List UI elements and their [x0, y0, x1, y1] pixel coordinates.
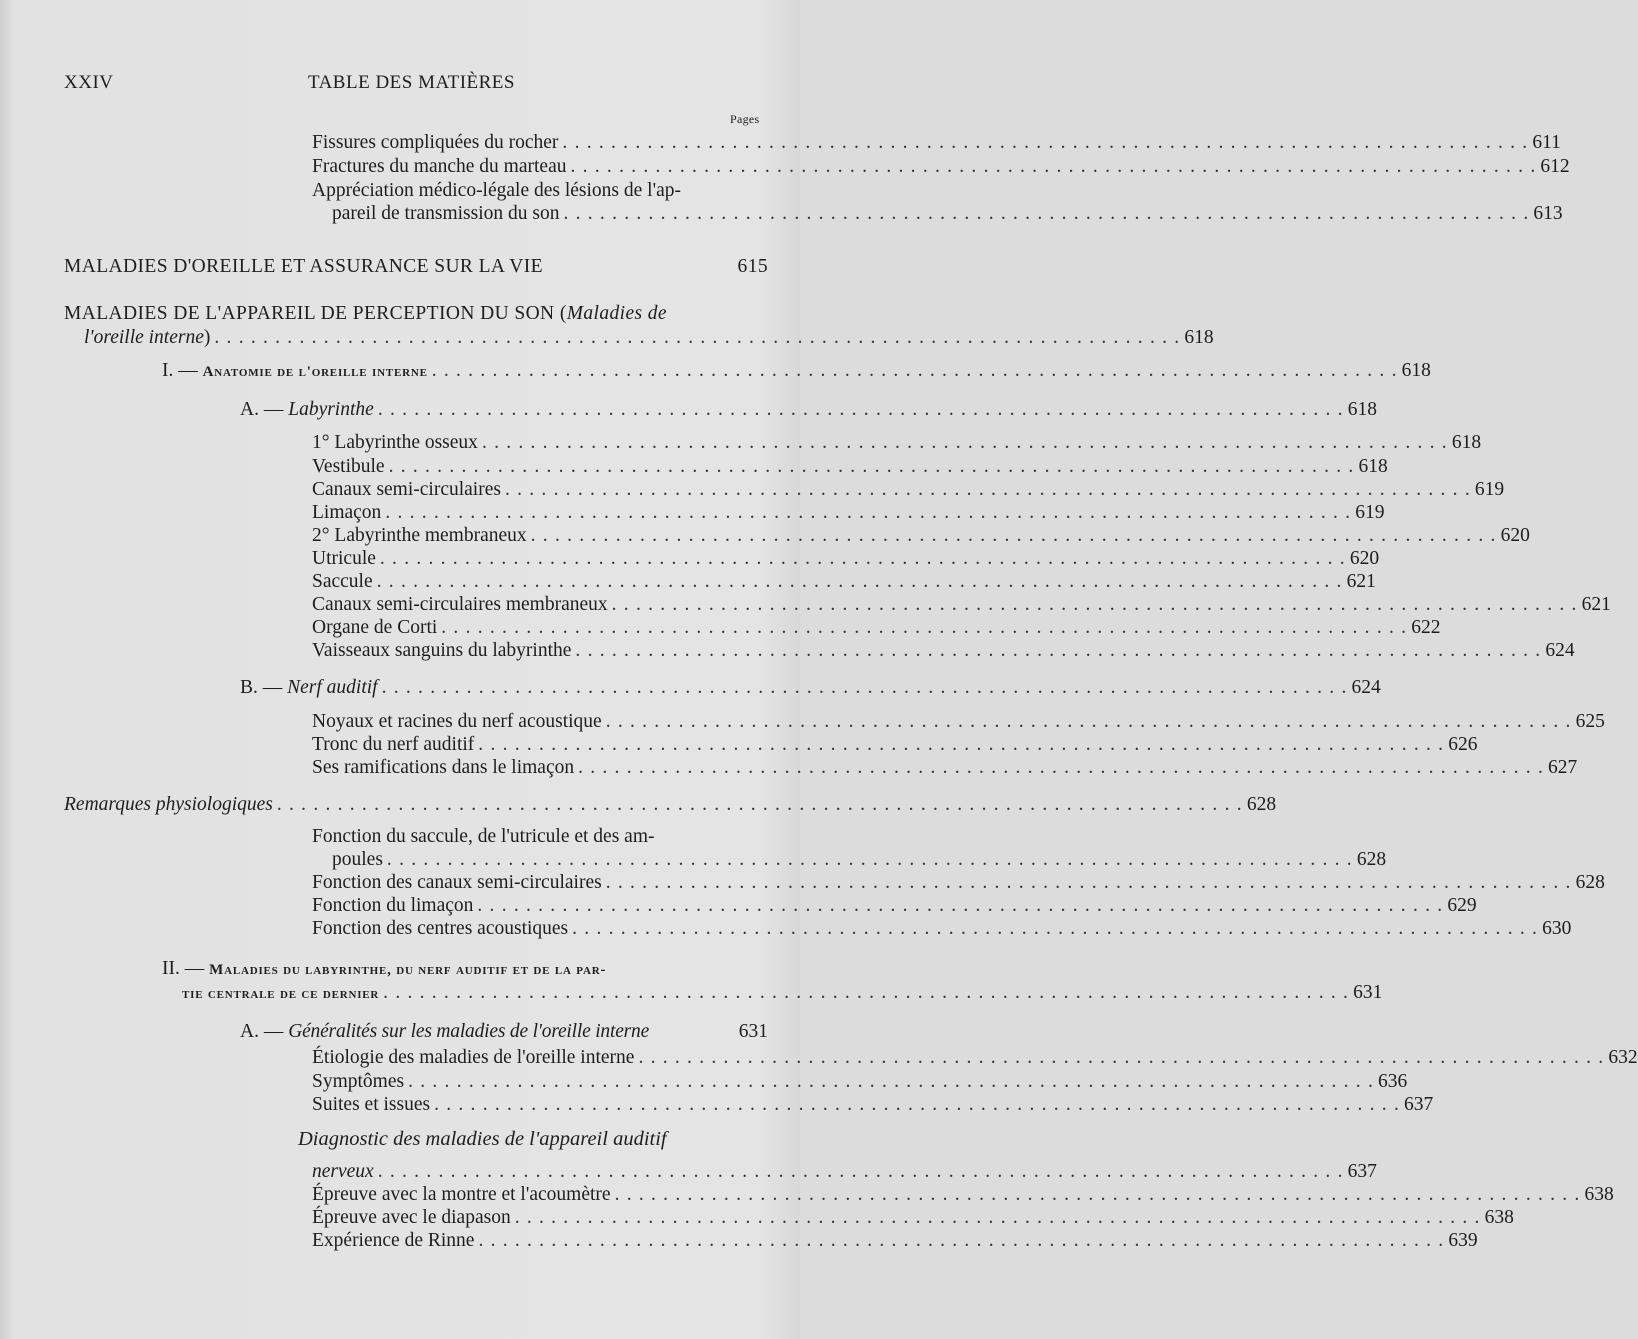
leader-dots: . . . . . . . . . . . . . . . . . . . . . . . . . . . . . . . . . . . . . . . . . . . . . . . . . . . . . . . . . . . . . . . . . . . . . . . . . . . . . . . .: [530, 525, 1497, 546]
toc-entry-page: 637: [1404, 1094, 1434, 1115]
leader-dots: . . . . . . . . . . . . . . . . . . . . . . . . . . . . . . . . . . . . . . . . . . . . . . . . . . . . . . . . . . . . . . . . . . . . . . . . . . . . . . . .: [563, 203, 1530, 224]
toc-entry: [312, 593, 1611, 616]
leader-dots: . . . . . . . . . . . . . . . . . . . . . . . . . . . . . . . . . . . . . . . . . . . . . . . . . . . . . . . . . . . . . . . . . . . . . . . . . . . . . . . .: [276, 794, 1243, 815]
toc-entry: [332, 202, 1563, 225]
leader-dots: . . . . . . . . . . . . . . . . . . . . . . . . . . . . . . . . . . . . . . . . . . . . . . . . . . . . . . . . . . . . . . . . . . . . . . . . . . . . . . . .: [381, 677, 1348, 698]
toc-subsection-title: [240, 398, 374, 421]
toc-entry: [312, 431, 1482, 454]
leader-dots: . . . . . . . . . . . . . . . . . . . . . . . . . . . . . . . . . . . . . . . . . . . . . . . . . . . . . . . . . . . . . . . . . . . . . . . . . . . . . . . .: [434, 1094, 1401, 1115]
leader-dots: . . . . . . . . . . . . . . . . . . . . . . . . . . . . . . . . . . . . . . . . . . . . . . . . . . . . . . . . . . . . . . . . . . . . . . . . . . . . . . . .: [478, 734, 1445, 755]
toc-entry: [312, 917, 1572, 940]
toc-entry: [312, 524, 1530, 547]
toc-entry-title: Symptômes: [312, 1071, 405, 1092]
leader-dots: . . . . . . . . . . . . . . . . . . . . . . . . . . . . . . . . . . . . . . . . . . . . . . . . . . . . . . . . . . . . . . . . . . . . . . . . . . . . . . . .: [614, 1184, 1581, 1205]
toc-entry: [312, 501, 1385, 524]
toc-entry-title: poules: [332, 849, 383, 870]
toc-chapter: [64, 255, 768, 278]
toc-entry: [312, 1229, 1478, 1252]
toc-subsection-title: [240, 1020, 649, 1043]
toc-subsection-page: 624: [1351, 677, 1381, 698]
toc-section-page: 618: [1401, 360, 1431, 381]
toc-heading-entry: [64, 793, 1277, 816]
toc-entry-page: 618: [1358, 456, 1388, 477]
leader-dots: . . . . . . . . . . . . . . . . . . . . . . . . . . . . . . . . . . . . . . . . . . . . . . . . . . . . . . . . . . . . . . . . . . . . . . . . . . . . . . . .: [504, 479, 1471, 500]
toc-heading-page: 628: [1246, 794, 1277, 815]
toc-heading-title: nerveux: [312, 1161, 374, 1182]
toc-entry-title: Canaux semi-circulaires membraneux: [312, 594, 608, 615]
toc-subsection: [240, 398, 1377, 421]
toc-entry: [312, 871, 1605, 894]
leader-dots: . . . . . . . . . . . . . . . . . . . . . . . . . . . . . . . . . . . . . . . . . . . . . . . . . . . . . . . . . . . . . . . . . . . . . . . . . . . . . . . .: [386, 849, 1353, 870]
toc-entry-page: 612: [1540, 156, 1570, 177]
toc-entry-title: Ses ramifications dans le limaçon: [312, 757, 575, 778]
toc-section: [182, 981, 1383, 1006]
toc-heading-page: 637: [1347, 1161, 1377, 1182]
toc-entry-page: 620: [1500, 525, 1530, 546]
toc-entry-page: 622: [1411, 617, 1441, 638]
leader-dots: . . . . . . . . . . . . . . . . . . . . . . . . . . . . . . . . . . . . . . . . . . . . . . . . . . . . . . . . . . . . . . . . . . . . . . . . . . . . . . . .: [383, 982, 1350, 1003]
leader-dots: . . . . . . . . . . . . . . . . . . . . . . . . . . . . . . . . . . . . . . . . . . . . . . . . . . . . . . . . . . . . . . . . . . . . . . . . . . . . . . . .: [578, 757, 1545, 778]
leader-dots: . . . . . . . . . . . . . . . . . . . . . . . . . . . . . . . . . . . . . . . . . . . . . . . . . . . . . . . . . . . . . . . . . . . . . . . . . . . . . . . .: [570, 156, 1537, 177]
toc-entry: [312, 570, 1376, 593]
toc-section-title: tie centrale de ce dernier: [182, 986, 380, 1002]
section-name: Maladies du labyrinthe, du nerf auditif et de la par-: [209, 962, 607, 978]
toc-chapter-title: [84, 326, 210, 349]
toc-entry-title: Fractures du manche du marteau: [312, 156, 567, 177]
toc-subsection-page: 618: [1347, 399, 1377, 420]
running-title: TABLE DES MATIÈRES: [308, 72, 515, 93]
toc-entry-title-line1: Appréciation médico-légale des lésions de l'ap-: [312, 180, 682, 201]
toc-entry-title-line1: Fonction du saccule, de l'utricule et des am-: [312, 826, 655, 847]
toc-entry-page: 626: [1448, 734, 1478, 755]
toc-entry: [312, 710, 1605, 733]
toc-entry: [312, 455, 1388, 478]
leader-dots: . . . . . . . . . . . . . . . . . . . . . . . . . . . . . . . . . . . . . . . . . . . . . . . . . . . . . . . . . . . . . . . . . . . . . . . . . . . . . . . .: [481, 432, 1448, 453]
toc-entry-title: Fonction des canaux semi-circulaires: [312, 872, 602, 893]
toc-heading-title: Remarques physiologiques: [64, 794, 273, 815]
section-name: Anatomie de l'oreille interne: [202, 364, 428, 380]
toc-entry-title: Utricule: [312, 548, 376, 569]
leader-dots: . . . . . . . . . . . . . . . . . . . . . . . . . . . . . . . . . . . . . . . . . . . . . . . . . . . . . . . . . . . . . . . . . . . . . . . . . . . . . . . .: [377, 1161, 1344, 1182]
toc-entry: [312, 1183, 1614, 1206]
toc-entry: [312, 1070, 1408, 1093]
leader-dots: . . . . . . . . . . . . . . . . . . . . . . . . . . . . . . . . . . . . . . . . . . . . . . . . . . . . . . . . . . . . . . . . . . . . . . . . . . . . . . . .: [385, 502, 1352, 523]
toc-entry-title: Étiologie des maladies de l'oreille interne: [312, 1047, 635, 1068]
toc-entry-page: 629: [1447, 895, 1477, 916]
toc-entry: [312, 1093, 1434, 1116]
subsection-letter: A. —: [240, 399, 284, 420]
toc-heading-title-line1: Diagnostic des maladies de l'appareil auditif: [298, 1128, 667, 1150]
toc-entry-title: Fonction des centres acoustiques: [312, 918, 569, 939]
toc-section-title-line1: [162, 957, 606, 982]
toc-entry: [312, 547, 1380, 570]
toc-entry-title: 2° Labyrinthe membraneux: [312, 525, 527, 546]
pages-column-label: Pages: [730, 112, 760, 126]
toc-entry-page: 638: [1584, 1184, 1614, 1205]
toc-entry-title: Noyaux et racines du nerf acoustique: [312, 711, 602, 732]
leader-dots: . . . . . . . . . . . . . . . . . . . . . . . . . . . . . . . . . . . . . . . . . . . . . . . . . . . . . . . . . . . . . . . . . . . . . . . . . . . . . . . .: [431, 360, 1398, 381]
toc-entry-title: Tronc du nerf auditif: [312, 734, 475, 755]
toc-entry-title: Saccule: [312, 571, 373, 592]
toc-entry: [312, 1046, 1638, 1069]
leader-dots: . . . . . . . . . . . . . . . . . . . . . . . . . . . . . . . . . . . . . . . . . . . . . . . . . . . . . . . . . . . . . . . . . . . . . . . . . . . . . . . .: [477, 895, 1444, 916]
toc-entry-title: Épreuve avec le diapason: [312, 1207, 511, 1228]
toc-entry-page: 611: [1532, 132, 1561, 153]
leader-dots: . . . . . . . . . . . . . . . . . . . . . . . . . . . . . . . . . . . . . . . . . . . . . . . . . . . . . . . . . . . . . . . . . . . . . . . . . . . . . . . .: [611, 594, 1578, 615]
chapter-title-part: MALADIES DE L'APPAREIL DE PERCEPTION DU SON (: [64, 303, 567, 324]
toc-entry-title: 1° Labyrinthe osseux: [312, 432, 478, 453]
toc-entry-title: Expérience de Rinne: [312, 1230, 475, 1251]
leader-dots: . . . . . . . . . . . . . . . . . . . . . . . . . . . . . . . . . . . . . . . . . . . . . . . . . . . . . . . . . . . . . . . . . . . . . . . . . . . . . . . .: [379, 548, 1346, 569]
leader-dots: . . . . . . . . . . . . . . . . . . . . . . . . . . . . . . . . . . . . . . . . . . . . . . . . . . . . . . . . . . . . . . . . . . . . . . . . . . . . . . . .: [572, 918, 1539, 939]
toc-entry-page: 628: [1575, 872, 1605, 893]
toc-entry-title: Épreuve avec la montre et l'acoumètre: [312, 1184, 611, 1205]
subsection-name: Labyrinthe: [288, 399, 374, 420]
leader-dots: . . . . . . . . . . . . . . . . . . . . . . . . . . . . . . . . . . . . . . . . . . . . . . . . . . . . . . . . . . . . . . . . . . . . . . . . . . . . . . . .: [478, 1230, 1445, 1251]
toc-chapter-page: 618: [1184, 327, 1214, 348]
toc-entry-page: 624: [1545, 640, 1575, 661]
toc-entry: [312, 155, 1570, 178]
running-page-number: XXIV: [64, 72, 114, 93]
subsection-name: Nerf auditif: [287, 677, 378, 698]
toc-entry-page: 632: [1608, 1047, 1638, 1068]
toc-subsection: [240, 676, 1381, 699]
leader-dots: . . . . . . . . . . . . . . . . . . . . . . . . . . . . . . . . . . . . . . . . . . . . . . . . . . . . . . . . . . . . . . . . . . . . . . . . . . . . . . . .: [638, 1047, 1605, 1068]
subsection-letter: B. —: [240, 677, 283, 698]
leader-dots: . . . . . . . . . . . . . . . . . . . . . . . . . . . . . . . . . . . . . . . . . . . . . . . . . . . . . . . . . . . . . . . . . . . . . . . . . . . . . . . .: [376, 571, 1343, 592]
toc-entry: [312, 756, 1578, 779]
toc-subsection-title: [240, 676, 378, 699]
toc-entry-page: 618: [1451, 432, 1482, 453]
leader-dots: . . . . . . . . . . . . . . . . . . . . . . . . . . . . . . . . . . . . . . . . . . . . . . . . . . . . . . . . . . . . . . . . . . . . . . . . . . . . . . . .: [514, 1207, 1481, 1228]
toc-entry-page: 630: [1542, 918, 1572, 939]
toc-entry-page: 621: [1346, 571, 1376, 592]
toc-entry: [312, 894, 1477, 917]
toc-entry: [312, 733, 1478, 756]
toc-entry-title: Fissures compliquées du rocher: [312, 132, 559, 153]
toc-section-title: [162, 359, 428, 384]
toc-entry-page: 625: [1575, 711, 1605, 732]
chapter-title-italic: Maladies de: [566, 303, 667, 324]
toc-entry-page: 639: [1448, 1230, 1478, 1251]
toc-entry-page: 620: [1349, 548, 1380, 569]
leader-dots: . . . . . . . . . . . . . . . . . . . . . . . . . . . . . . . . . . . . . . . . . . . . . . . . . . . . . . . . . . . . . . . . . . . . . . . . . . . . . . . .: [377, 399, 1344, 420]
toc-entry-title: Vaisseaux sanguins du labyrinthe: [312, 640, 572, 661]
toc-entry: [312, 478, 1505, 501]
toc-entry-page: 619: [1474, 479, 1505, 500]
toc-entry-page: 613: [1533, 203, 1563, 224]
toc-entry-page: 636: [1378, 1071, 1408, 1092]
toc-entry: [332, 848, 1387, 871]
toc-entry-page: 627: [1548, 757, 1578, 778]
leader-dots: . . . . . . . . . . . . . . . . . . . . . . . . . . . . . . . . . . . . . . . . . . . . . . . . . . . . . . . . . . . . . . . . . . . . . . . . . . . . . . . .: [388, 456, 1355, 477]
toc-entry-page: 621: [1581, 594, 1611, 615]
toc-heading-entry: [312, 1160, 1377, 1183]
toc-entry-title: pareil de transmission du son: [332, 203, 560, 224]
toc-section: [162, 359, 1431, 384]
leader-dots: . . . . . . . . . . . . . . . . . . . . . . . . . . . . . . . . . . . . . . . . . . . . . . . . . . . . . . . . . . . . . . . . . . . . . . . . . . . . . . . .: [605, 711, 1572, 732]
toc-entry-title: Fonction du limaçon: [312, 895, 474, 916]
toc-entry-title: Limaçon: [312, 502, 382, 523]
leader-dots: . . . . . . . . . . . . . . . . . . . . . . . . . . . . . . . . . . . . . . . . . . . . . . . . . . . . . . . . . . . . . . . . . . . . . . . . . . . . . . . .: [605, 872, 1572, 893]
leader-dots: . . . . . . . . . . . . . . . . . . . . . . . . . . . . . . . . . . . . . . . . . . . . . . . . . . . . . . . . . . . . . . . . . . . . . . . . . . . . . . . .: [441, 617, 1408, 638]
toc-entry-title: Suites et issues: [312, 1094, 431, 1115]
toc-entry: [312, 616, 1441, 639]
leader-dots: . . . . . . . . . . . . . . . . . . . . . . . . . . . . . . . . . . . . . . . . . . . . . . . . . . . . . . . . . . . . . . . . . . . . . . . . . . . . . . . .: [214, 327, 1181, 348]
leader-dots: . . . . . . . . . . . . . . . . . . . . . . . . . . . . . . . . . . . . . . . . . . . . . . . . . . . . . . . . . . . . . . . . . . . . . . . . . . . . . . . .: [575, 640, 1542, 661]
toc-entry: [312, 639, 1575, 662]
section-number: II. —: [162, 958, 205, 979]
leader-dots: . . . . . . . . . . . . . . . . . . . . . . . . . . . . . . . . . . . . . . . . . . . . . . . . . . . . . . . . . . . . . . . . . . . . . . . . . . . . . . . .: [562, 132, 1529, 153]
toc-entry-title: Organe de Corti: [312, 617, 438, 638]
toc-entry-page: 628: [1356, 849, 1387, 870]
section-number: I. —: [162, 360, 198, 381]
chapter-title-part: ): [203, 327, 211, 348]
toc-entry: [312, 1206, 1514, 1229]
toc-chapter: [84, 326, 1214, 349]
toc-chapter-title-line1: [64, 302, 667, 325]
subsection-letter: A. —: [240, 1021, 284, 1042]
toc-entry-title: Canaux semi-circulaires: [312, 479, 501, 500]
toc-subsection: [240, 1020, 768, 1043]
toc-entry-title: Vestibule: [312, 456, 385, 477]
toc-chapter-title: MALADIES D'OREILLE ET ASSURANCE SUR LA VIE: [64, 256, 543, 277]
subsection-name: Généralités sur les maladies de l'oreille interne: [288, 1021, 650, 1042]
toc-section-page: 631: [1353, 982, 1383, 1003]
toc-entry: [312, 131, 1561, 154]
toc-chapter-page: 615: [737, 256, 768, 277]
toc-subsection-page: 631: [738, 1021, 768, 1042]
toc-entry-page: 619: [1355, 502, 1385, 523]
toc-entry-page: 638: [1484, 1207, 1514, 1228]
leader-dots: . . . . . . . . . . . . . . . . . . . . . . . . . . . . . . . . . . . . . . . . . . . . . . . . . . . . . . . . . . . . . . . . . . . . . . . . . . . . . . . .: [408, 1071, 1375, 1092]
chapter-title-italic: l'oreille interne: [84, 327, 204, 348]
